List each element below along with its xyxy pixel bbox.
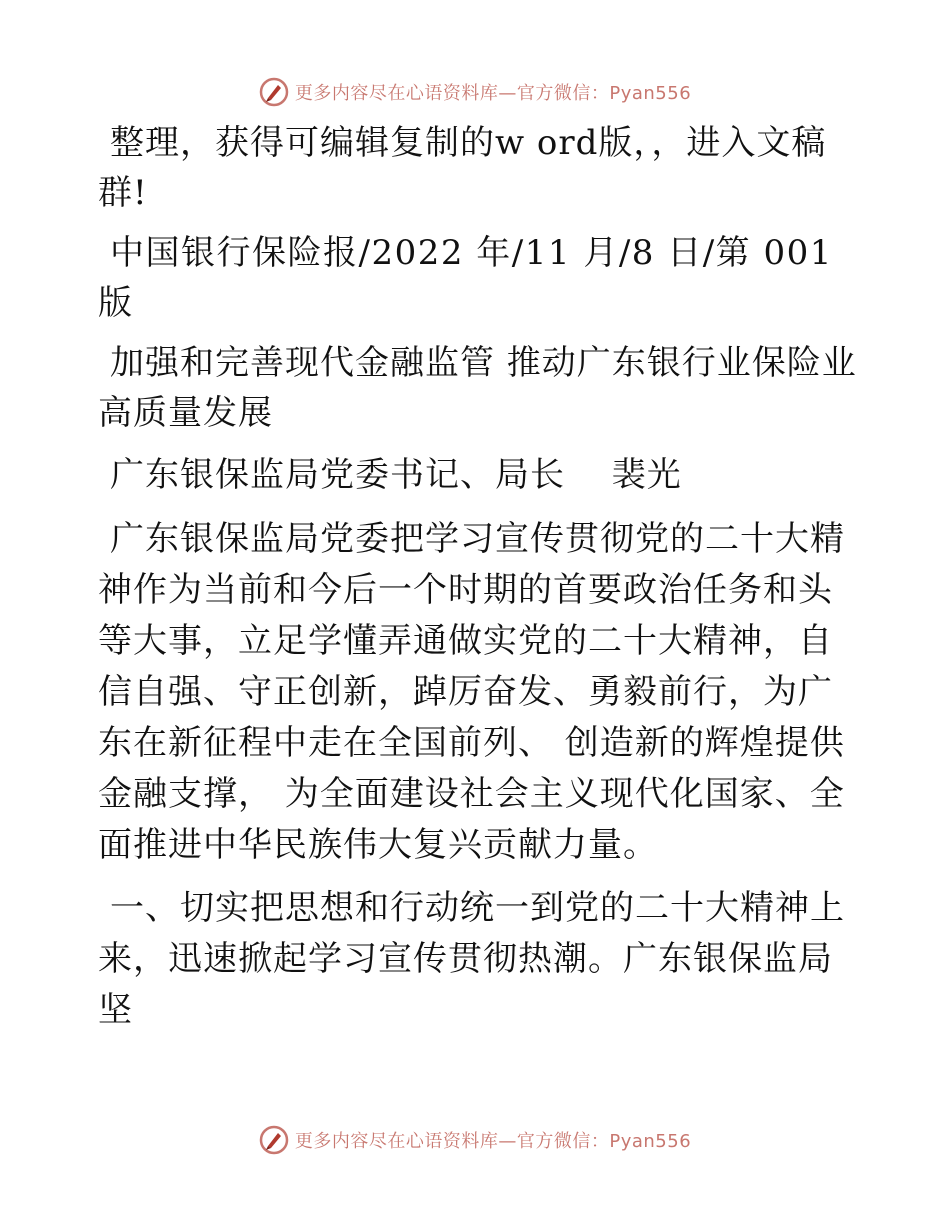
article-title: 加强和完善现代金融监管 推动广东银行业保险业高质量发展: [98, 343, 857, 433]
document-body: [98, 118, 858, 1036]
intro-paragraph: 整理，获得可编辑复制的w ord版，，进入文稿群!: [98, 123, 827, 213]
pen-logo-icon: [259, 77, 289, 107]
watermark-text: 更多内容尽在心语资料库—官方微信：Pyan556: [294, 1131, 692, 1152]
section-one-paragraph: 一、切实把思想和行动统一到党的二十大精神上来，迅速掀起学习宣传贯彻热潮。广东银保监局坚: [98, 888, 845, 1030]
footer-watermark: [0, 1120, 950, 1160]
watermark-text: 更多内容尽在心语资料库—官方微信：Pyan556: [294, 83, 692, 104]
body-paragraph: 广东银保监局党委把学习宣传贯彻党的二十大精神作为当前和今后一个时期的首要政治任务和头等大事，立足学懂弄通做实党的二十大精神，自信自强、守正创新，踔厉奋发、勇毅前行，为广东在新征程中走在全国前列、 创造新的辉煌提供金融支撑， 为全面建设社会主义现代化国家、全面推进中华民族伟大复兴贡献力量。: [98, 519, 845, 865]
header-watermark: [0, 72, 950, 112]
source-line: 中国银行保险报/2022 年/11 月/8 日/第 001 版: [98, 233, 833, 323]
pen-logo-icon: [259, 1125, 289, 1155]
author-line: 广东银保监局党委书记、局长 裴光: [110, 455, 682, 495]
